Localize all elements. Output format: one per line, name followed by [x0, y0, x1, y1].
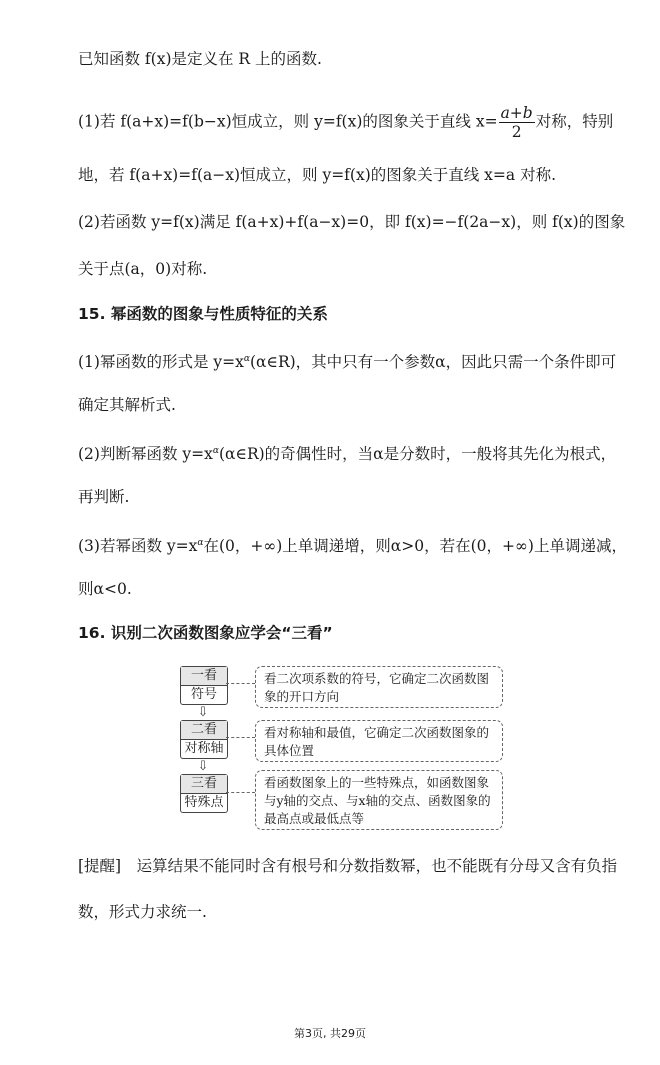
- step-3-description: 看函数图象上的一些特殊点，如函数图象与y轴的交点、与x轴的交点、函数图象的最高点或最低点等: [255, 770, 503, 830]
- text-segment: 在(0，+∞)上单调递增，则α>0，若在(0，+∞)上单调递减，: [203, 537, 627, 556]
- step-3-subtitle: 特殊点: [184, 795, 224, 810]
- text-segment: 对称，特别: [535, 112, 614, 131]
- paragraph-intro: 已知函数 f(x)是定义在 R 上的函数.: [78, 50, 322, 68]
- paragraph-monotonic: [78, 532, 627, 557]
- text-segment: (1)若 f(a+x)=f(b−x)恒成立，则 y=f(x)的图象关于直线 x=: [78, 112, 498, 131]
- tip-line-2: 数，形式力求统一.: [78, 903, 207, 921]
- step-1-connector: [226, 683, 255, 684]
- paragraph-point-symmetry-cont: 关于点(a，0)对称.: [78, 260, 208, 278]
- step-1-description: 看二次项系数的符号，它确定二次函数图象的开口方向: [255, 666, 503, 708]
- section-heading-16: 16. 识别二次函数图象应学会“三看”: [78, 624, 333, 642]
- section-heading-15: 15. 幂函数的图象与性质特征的关系: [78, 305, 328, 323]
- fraction-denominator: 2: [511, 123, 522, 141]
- fraction: [499, 104, 535, 141]
- paragraph-symmetry-axis: [78, 104, 618, 141]
- step-2-subtitle: 对称轴: [184, 741, 224, 756]
- paragraph-power-form-cont: 确定其解析式.: [78, 396, 176, 414]
- paragraph-power-form: [78, 348, 618, 373]
- step-2-title: 二看: [181, 721, 227, 740]
- paragraph-point-symmetry: (2)若函数 y=f(x)满足 f(a+x)+f(a−x)=0，即 f(x)=−f(2a−x)，则 f(x)的图象: [78, 213, 626, 231]
- step-1-label-box: [180, 666, 228, 705]
- step-2-description: 看对称轴和最值，它确定二次函数图象的具体位置: [255, 720, 503, 762]
- three-look-diagram: [180, 662, 510, 832]
- text-segment: (α∈R)，其中只有一个参数α，因此只需一个条件即可: [249, 353, 617, 372]
- text-segment: (α∈R)的奇偶性时，当α是分数时，一般将其先化为根式，: [218, 445, 617, 464]
- paragraph-symmetry-special: 地，若 f(a+x)=f(a−x)恒成立，则 y=f(x)的图象关于直线 x=a 对称.: [78, 166, 557, 184]
- text-segment: (3)若幂函数 y=x: [78, 537, 198, 556]
- paragraph-parity-cont: 再判断.: [78, 488, 130, 506]
- exponent: α: [212, 446, 219, 456]
- fraction-numerator: a+b: [500, 104, 533, 122]
- paragraph-parity: [78, 440, 618, 465]
- step-3-title: 三看: [181, 775, 227, 794]
- exponent: α: [243, 354, 250, 364]
- down-arrow-icon: ⇩: [197, 759, 209, 774]
- step-3-label-box: [180, 774, 228, 813]
- step-2-label-box: [180, 720, 228, 759]
- page-footer: 第3页, 共29页: [294, 1027, 366, 1040]
- step-1-title: 一看: [181, 667, 227, 686]
- step-2-connector: [226, 737, 255, 738]
- step-3-connector: [226, 792, 255, 793]
- text-segment: (2)判断幂函数 y=x: [78, 445, 213, 464]
- down-arrow-icon: ⇩: [197, 705, 209, 720]
- tip-line-1: [提醒] 运算结果不能同时含有根号和分数指数幂，也不能既有分母又含有负指: [78, 857, 618, 875]
- text-segment: (1)幂函数的形式是 y=x: [78, 353, 244, 372]
- paragraph-monotonic-cont: 则α<0.: [78, 580, 132, 598]
- step-1-subtitle: 符号: [190, 687, 217, 702]
- exponent: α: [197, 538, 204, 548]
